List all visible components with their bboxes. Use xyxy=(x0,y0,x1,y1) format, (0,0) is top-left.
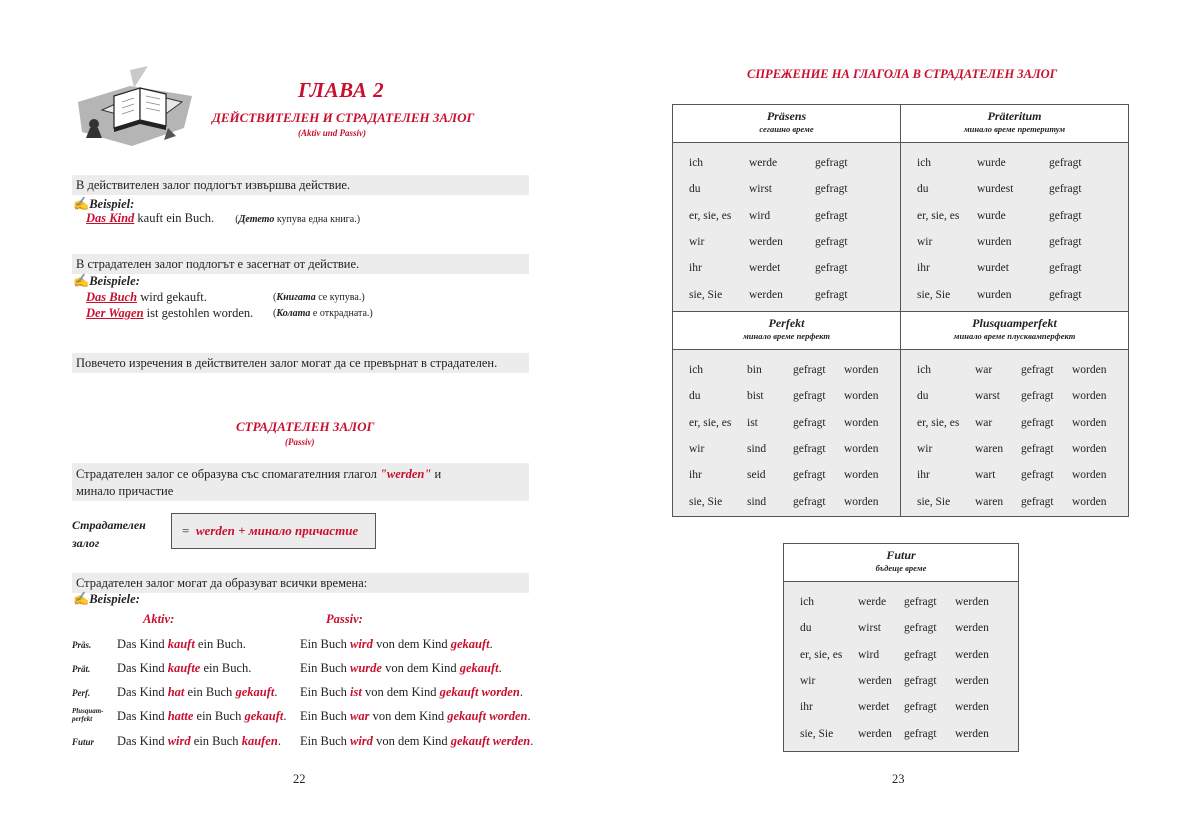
pronoun-cell: du xyxy=(800,622,812,635)
conjugation-table-perfekt xyxy=(672,311,901,517)
verb-form-cell: werden xyxy=(955,622,989,635)
verb-form-cell: gefragt xyxy=(904,596,937,608)
passiv-sentence: Ein Buch wird von dem Kind gekauft. xyxy=(300,637,493,651)
pronoun-cell: ihr xyxy=(917,262,930,275)
verb-form-cell: wird xyxy=(749,209,771,222)
pronoun-cell: wir xyxy=(689,235,705,248)
verb-form-cell: worden xyxy=(1072,416,1107,429)
verb-form-cell: worden xyxy=(844,416,879,429)
verb-form-cell: werden xyxy=(955,648,989,661)
pronoun-cell: wir xyxy=(689,442,705,455)
verb-form-cell: wurden xyxy=(977,235,1012,248)
passiv-sentence: Ein Buch war von dem Kind gekauft worden. xyxy=(300,709,531,723)
passiv-sentence: Ein Buch wird von dem Kind gekauft werden. xyxy=(300,734,534,748)
pronoun-cell: ihr xyxy=(689,469,702,482)
verb-form-cell: war xyxy=(975,416,993,429)
conjugation-table-praesens xyxy=(672,104,901,312)
conjugation-table-praeteritum xyxy=(900,104,1129,312)
verb-form-cell: werden xyxy=(749,288,783,301)
beispiele-heading: ✍Beispiele: xyxy=(73,273,140,288)
verb-form-cell: worden xyxy=(844,495,879,508)
table-header xyxy=(673,105,900,143)
verb-form-cell: gefragt xyxy=(1021,469,1054,482)
section-subtitle: (Passiv) xyxy=(285,437,315,447)
verb-form-cell: gefragt xyxy=(793,416,826,429)
verb-form-cell: wurden xyxy=(977,288,1012,301)
verb-form-cell: gefragt xyxy=(904,727,937,740)
verb-form-cell: worden xyxy=(844,364,879,376)
verb-form-cell: waren xyxy=(975,495,1004,508)
tense-translation: минало време претеритум xyxy=(963,124,1066,134)
tense-label: Perf. xyxy=(72,688,91,698)
verb-form-cell: worden xyxy=(844,469,879,482)
formula-label: Страдателен залог xyxy=(72,518,146,550)
checkmark-icon: ✍ xyxy=(73,591,90,606)
beispiele-heading-2: ✍Beispiele: xyxy=(73,591,140,606)
conjugation-table-futur xyxy=(783,543,1019,752)
pronoun-cell: ich xyxy=(800,596,815,608)
pronoun-cell: wir xyxy=(917,442,933,455)
table-header xyxy=(901,312,1128,350)
pronoun-cell: er, sie, es xyxy=(917,416,960,429)
verb-form-cell: wurdest xyxy=(977,183,1014,196)
verb-form-cell: gefragt xyxy=(793,495,826,508)
pronoun-cell: sie, Sie xyxy=(689,495,723,508)
verb-form-cell: wurde xyxy=(977,209,1006,222)
table-body xyxy=(673,143,900,311)
verb-form-cell: gefragt xyxy=(1021,390,1054,403)
pronoun-cell: sie, Sie xyxy=(800,727,834,740)
tense-label: Plusquam-perfekt xyxy=(72,707,104,723)
verb-form-cell: werden xyxy=(749,235,783,248)
tense-name: Futur xyxy=(886,548,916,562)
convert-note: Повечето изречения в действителен залог могат да се превърнат в страдателен. xyxy=(72,353,529,373)
verb-form-cell: gefragt xyxy=(904,622,937,635)
tense-translation: минало време перфект xyxy=(742,331,830,341)
pronoun-cell: ihr xyxy=(689,262,702,275)
pronoun-cell: sie, Sie xyxy=(917,288,951,301)
tense-name: Perfekt xyxy=(768,316,805,330)
verb-form-cell: gefragt xyxy=(1049,209,1082,222)
tense-translation: сегашно време xyxy=(759,124,814,134)
verb-form-cell: gefragt xyxy=(793,442,826,455)
pronoun-cell: wir xyxy=(917,235,933,248)
verb-form-cell: gefragt xyxy=(904,648,937,661)
verb-form-cell: werdet xyxy=(858,701,890,714)
section-title: СТРАДАТЕЛЕН ЗАЛОГ xyxy=(236,419,375,434)
all-tenses-note: Страдателен залог могат да образуват всички времена: xyxy=(72,573,529,593)
verb-form-cell: worden xyxy=(1072,364,1107,376)
checkmark-icon: ✍ xyxy=(73,273,90,288)
chapter-subtitle-de: (Aktiv und Passiv) xyxy=(298,128,367,138)
verb-form-cell: werde xyxy=(749,157,778,169)
pronoun-cell: du xyxy=(689,183,701,196)
verb-form-cell: gefragt xyxy=(793,364,826,376)
verb-form-cell: gefragt xyxy=(815,235,848,248)
verb-form-cell: war xyxy=(975,364,993,376)
passiv-header: Passiv: xyxy=(326,612,363,626)
passiv-sentence: Ein Buch wurde von dem Kind gekauft. xyxy=(300,661,502,675)
book-illustration xyxy=(72,66,202,150)
aktiv-sentence: Das Kind hat ein Buch gekauft. xyxy=(117,685,278,699)
tense-label: Prät. xyxy=(72,664,91,674)
verb-form-cell: sind xyxy=(747,442,767,455)
verb-form-cell: worden xyxy=(1072,442,1107,455)
table-header xyxy=(673,312,900,350)
pronoun-cell: ich xyxy=(689,157,704,169)
aktiv-sentence: Das Kind wird ein Buch kaufen. xyxy=(117,734,281,748)
verb-form-cell: gefragt xyxy=(815,209,848,222)
verb-form-cell: gefragt xyxy=(1049,288,1082,301)
formula-box: = werden + минало причастие xyxy=(171,513,376,549)
verb-form-cell: worden xyxy=(1072,390,1107,403)
verb-form-cell: worden xyxy=(1072,495,1107,508)
tense-translation: минало време плусквамперфект xyxy=(953,331,1076,341)
verb-form-cell: bin xyxy=(747,364,762,376)
aktiv-sentence: Das Kind kauft ein Buch. xyxy=(117,637,246,651)
verb-form-cell: gefragt xyxy=(904,701,937,714)
pronoun-cell: du xyxy=(689,390,701,403)
verb-form-cell: werden xyxy=(858,674,892,687)
verb-form-cell: gefragt xyxy=(815,183,848,196)
verb-form-cell: gefragt xyxy=(815,262,848,275)
verb-form-cell: werden xyxy=(955,701,989,714)
right-page-title: СПРЕЖЕНИЕ НА ГЛАГОЛА В СТРАДАТЕЛЕН ЗАЛОГ xyxy=(747,67,1058,81)
verb-form-cell: bist xyxy=(747,390,764,403)
page-number-right: 23 xyxy=(892,772,905,786)
pronoun-cell: du xyxy=(917,390,929,403)
verb-form-cell: gefragt xyxy=(904,674,937,687)
verb-form-cell: gefragt xyxy=(815,288,848,301)
passiv-sentence: Ein Buch ist von dem Kind gekauft worden. xyxy=(300,685,523,699)
tense-label: Futur xyxy=(72,737,95,747)
passive-example-2-translation: (Колата е открадната.) xyxy=(273,308,373,319)
verb-form-cell: waren xyxy=(975,442,1004,455)
verb-form-cell: wirst xyxy=(749,183,772,196)
tense-label: Präs. xyxy=(72,640,92,650)
pronoun-cell: er, sie, es xyxy=(689,416,732,429)
verb-form-cell: worden xyxy=(1072,469,1107,482)
pronoun-cell: sie, Sie xyxy=(917,495,951,508)
aktiv-sentence: Das Kind kaufte ein Buch. xyxy=(117,661,252,675)
verb-form-cell: gefragt xyxy=(1049,262,1082,275)
verb-form-cell: werden xyxy=(955,674,989,687)
verb-form-cell: werdet xyxy=(749,262,781,275)
verb-form-cell: warst xyxy=(975,390,1000,403)
verb-form-cell: wirst xyxy=(858,622,881,635)
pronoun-cell: wir xyxy=(800,674,816,687)
verb-form-cell: wurdet xyxy=(977,262,1009,275)
conjugation-table-plusquamperfekt xyxy=(900,311,1129,517)
pronoun-cell: er, sie, es xyxy=(689,209,732,222)
table-body xyxy=(901,143,1128,311)
pronoun-cell: du xyxy=(917,183,929,196)
tense-translation: бъдеще време xyxy=(875,563,927,573)
chapter-subtitle: ДЕЙСТВИТЕЛЕН И СТРАДАТЕЛЕН ЗАЛОГ xyxy=(212,110,475,125)
verb-form-cell: werden xyxy=(955,596,989,608)
verb-form-cell: ist xyxy=(747,416,758,429)
pronoun-cell: ich xyxy=(689,364,704,376)
pronoun-cell: er, sie, es xyxy=(800,648,843,661)
verb-form-cell: gefragt xyxy=(1021,364,1054,376)
verb-form-cell: wird xyxy=(858,648,880,661)
passive-example-1-translation: (Книгата се купува.) xyxy=(273,292,365,303)
verb-form-cell: gefragt xyxy=(1049,183,1082,196)
pronoun-cell: sie, Sie xyxy=(689,288,723,301)
verb-form-cell: gefragt xyxy=(793,390,826,403)
verb-form-cell: wart xyxy=(975,469,996,482)
checkmark-icon: ✍ xyxy=(73,196,90,211)
verb-form-cell: sind xyxy=(747,495,767,508)
tense-name: Präteritum xyxy=(987,109,1042,123)
verb-form-cell: gefragt xyxy=(1021,442,1054,455)
aktiv-sentence: Das Kind hatte ein Buch gekauft. xyxy=(117,709,287,723)
verb-form-cell: gefragt xyxy=(815,157,848,169)
active-example: Das Kind kauft ein Buch. (Детето купува една книга.) xyxy=(86,211,361,225)
passive-example-1: Das Buch wird gekauft. xyxy=(86,290,207,304)
active-definition: В действителен залог подлогът извършва действие. xyxy=(72,175,529,195)
verb-form-cell: worden xyxy=(844,390,879,403)
verb-form-cell: gefragt xyxy=(793,469,826,482)
aktiv-header: Aktiv: xyxy=(143,612,175,626)
tense-name: Plusquamperfekt xyxy=(972,316,1057,330)
pronoun-cell: ihr xyxy=(917,469,930,482)
pronoun-cell: er, sie, es xyxy=(917,209,960,222)
verb-form-cell: worden xyxy=(844,442,879,455)
verb-form-cell: seid xyxy=(747,469,766,482)
pronoun-cell: ich xyxy=(917,157,932,169)
pronoun-cell: ihr xyxy=(800,701,813,714)
passive-definition: В страдателен залог подлогът е засегнат от действие. xyxy=(72,254,529,274)
table-header xyxy=(784,544,1018,582)
pronoun-cell: ich xyxy=(917,364,932,376)
chapter-title: ГЛАВА 2 xyxy=(298,78,385,102)
verb-form-cell: wurde xyxy=(977,157,1006,169)
verb-form-cell: werden xyxy=(858,727,892,740)
passive-example-2: Der Wagen ist gestohlen worden. xyxy=(86,306,254,320)
verb-form-cell: gefragt xyxy=(1049,235,1082,248)
table-header xyxy=(901,105,1128,143)
formation-description: Страдателен залог се образува със спомагателния глагол "werden" и минало причастие xyxy=(72,463,529,501)
verb-form-cell: werde xyxy=(858,596,887,608)
tense-name: Präsens xyxy=(766,109,807,123)
beispiel-heading: ✍Beispiel: xyxy=(73,196,135,211)
page-number-left: 22 xyxy=(293,772,306,786)
verb-form-cell: gefragt xyxy=(1021,416,1054,429)
verb-form-cell: werden xyxy=(955,727,989,740)
verb-form-cell: gefragt xyxy=(1021,495,1054,508)
verb-form-cell: gefragt xyxy=(1049,157,1082,169)
